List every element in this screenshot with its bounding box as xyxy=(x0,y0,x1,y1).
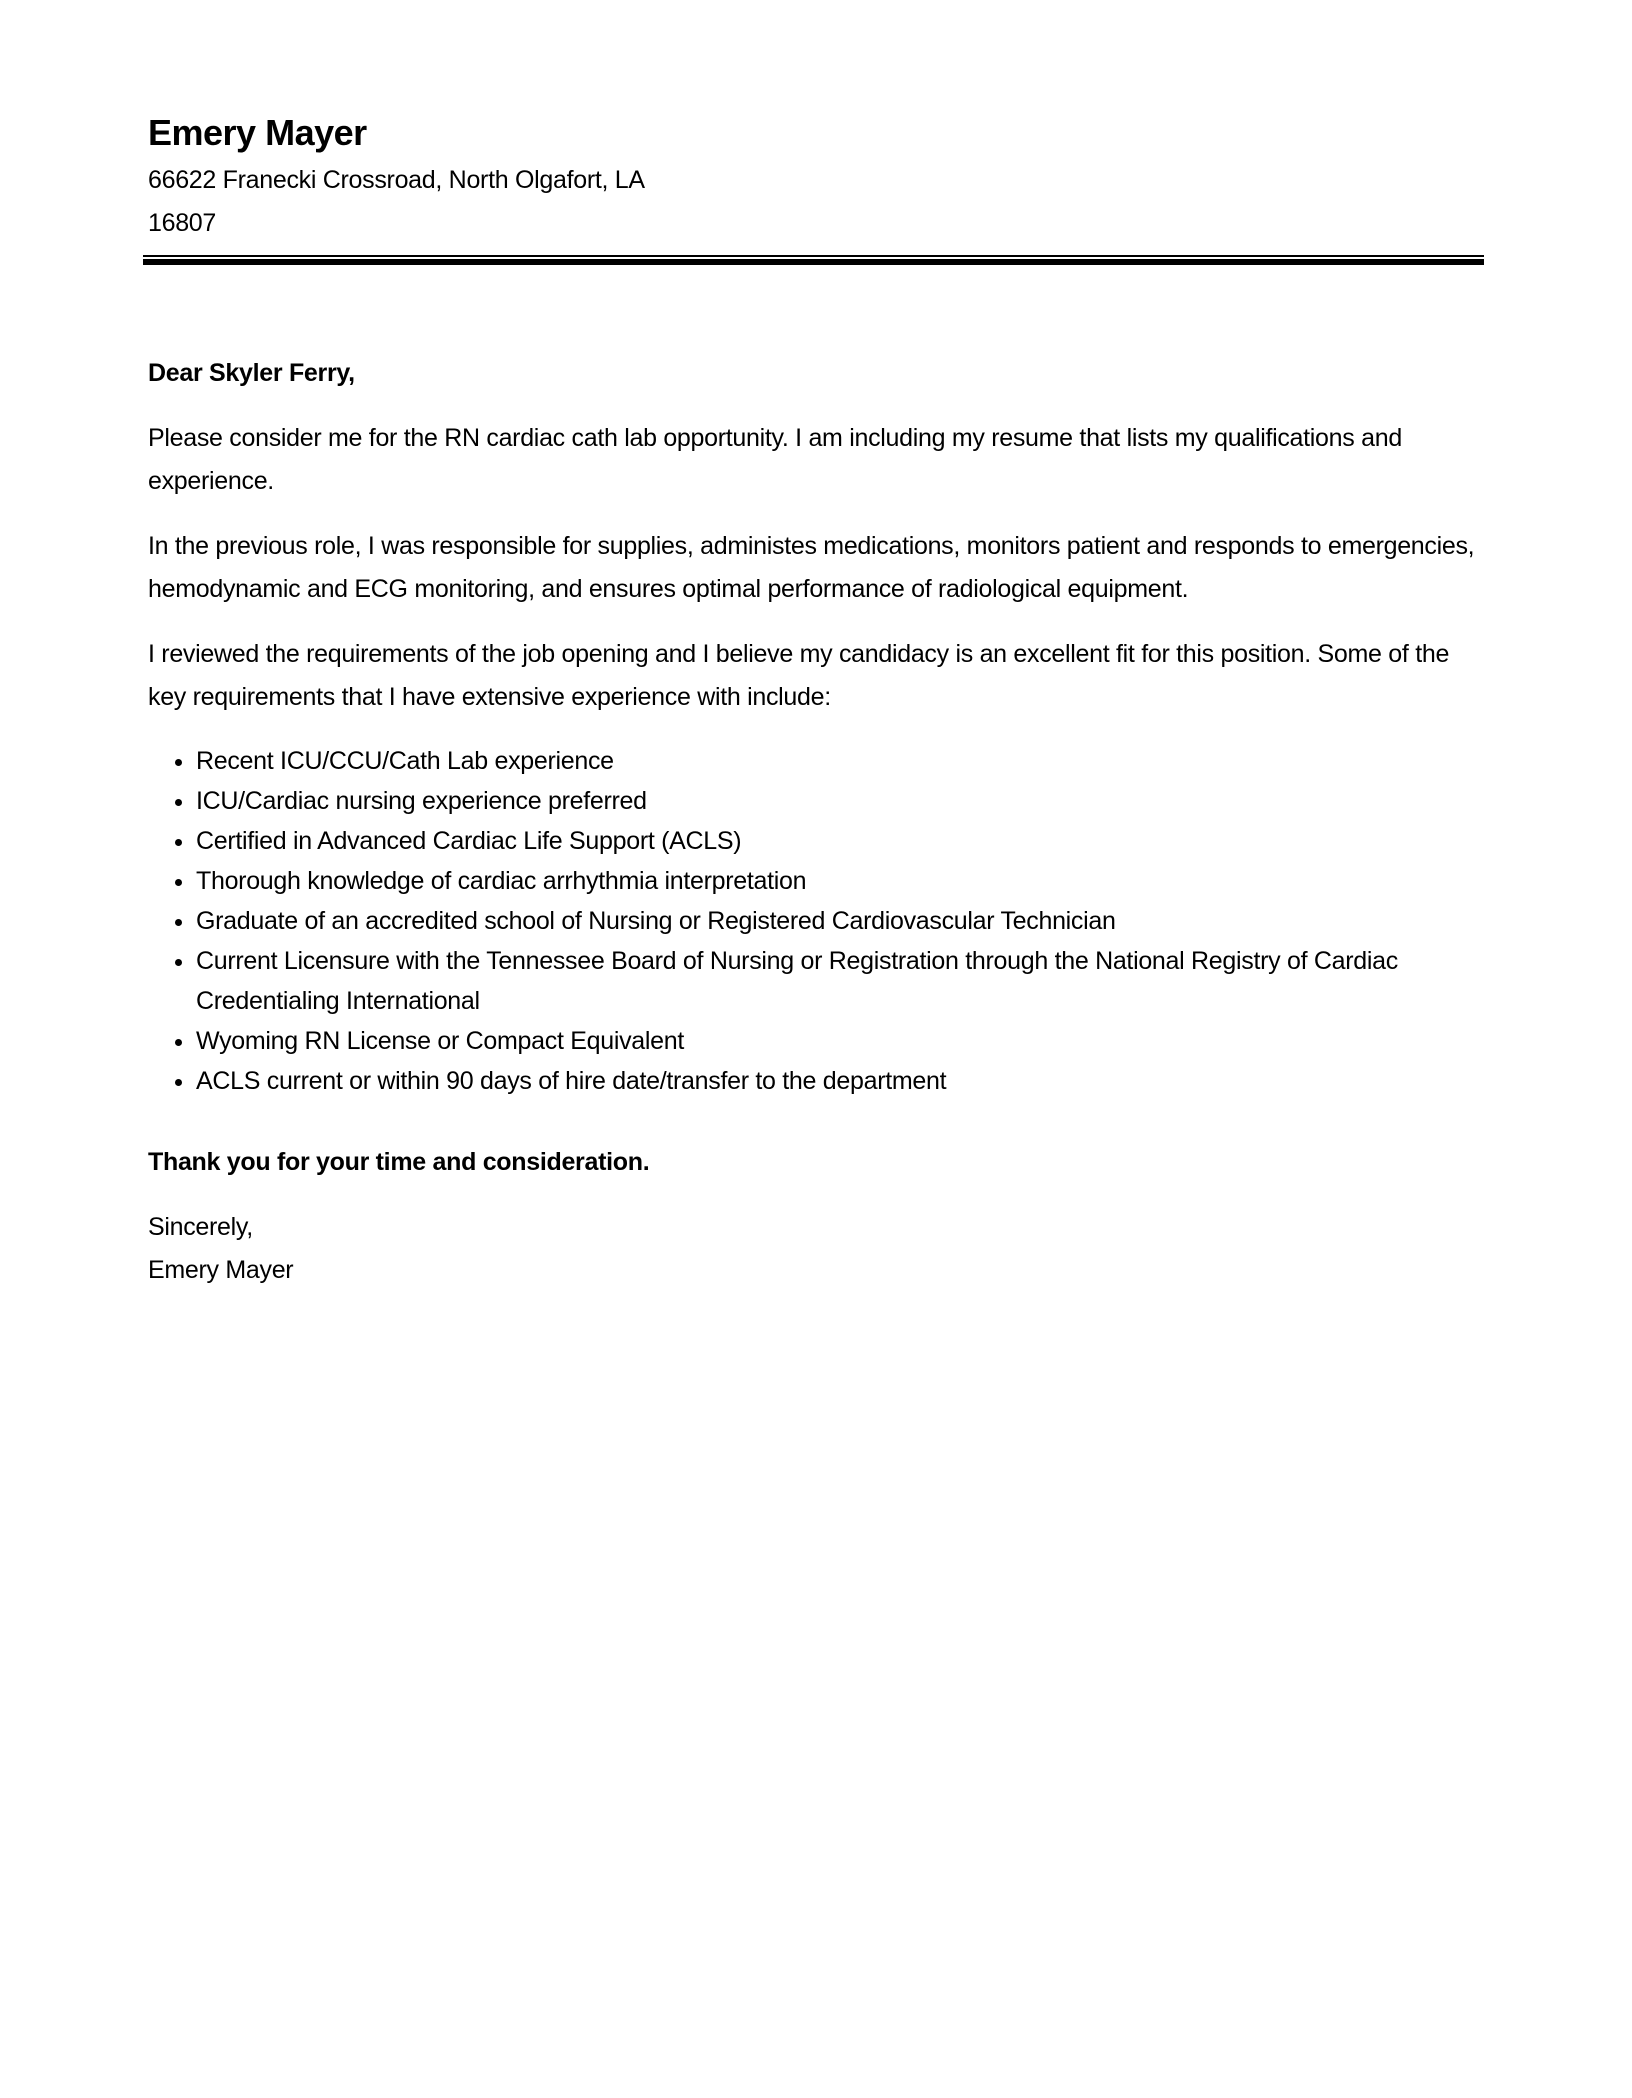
list-item: • Thorough knowledge of cardiac arrhythmia interpretation xyxy=(196,861,1488,901)
thanks-line: Thank you for your time and consideration. xyxy=(148,1148,650,1176)
requirements-list xyxy=(148,741,1488,1101)
list-item: • ACLS current or within 90 days of hire date/transfer to the department xyxy=(196,1061,1488,1101)
paragraph: In the previous role, I was responsible for supplies, administes medications, monitors patient and responds to emergencies, hemodynamic and ECG monitoring, and ensures optimal performance of radiological equipment. xyxy=(148,532,1475,603)
closing-block xyxy=(148,1206,1488,1292)
sender-address-line2: 16807 xyxy=(148,209,217,237)
closing: Sincerely, xyxy=(148,1213,253,1241)
sender-address-line1: 66622 Franecki Crossroad, North Olgafort, LA xyxy=(148,166,645,194)
paragraph: Please consider me for the RN cardiac cath lab opportunity. I am including my resume that lists my qualifications and experience. xyxy=(148,424,1402,495)
signature: Emery Mayer xyxy=(148,1256,294,1284)
list-item: • Current Licensure with the Tennessee Board of Nursing or Registration through the National Registry of Cardiac Credentialing International xyxy=(196,941,1488,1021)
list-item: • Recent ICU/CCU/Cath Lab experience xyxy=(196,741,1488,781)
list-item: • Wyoming RN License or Compact Equivalent xyxy=(196,1021,1488,1061)
salutation: Dear Skyler Ferry, xyxy=(148,359,355,387)
list-item: • Graduate of an accredited school of Nursing or Registered Cardiovascular Technician xyxy=(196,901,1488,941)
header-divider xyxy=(143,255,1484,265)
letter-body xyxy=(148,352,1488,1292)
sender-name: Emery Mayer xyxy=(148,112,367,153)
list-item: • Certified in Advanced Cardiac Life Support (ACLS) xyxy=(196,821,1488,861)
list-item: • ICU/Cardiac nursing experience preferred xyxy=(196,781,1488,821)
paragraph: I reviewed the requirements of the job opening and I believe my candidacy is an excellent fit for this position. Some of the key requirements that I have extensive experience with include: xyxy=(148,640,1450,711)
